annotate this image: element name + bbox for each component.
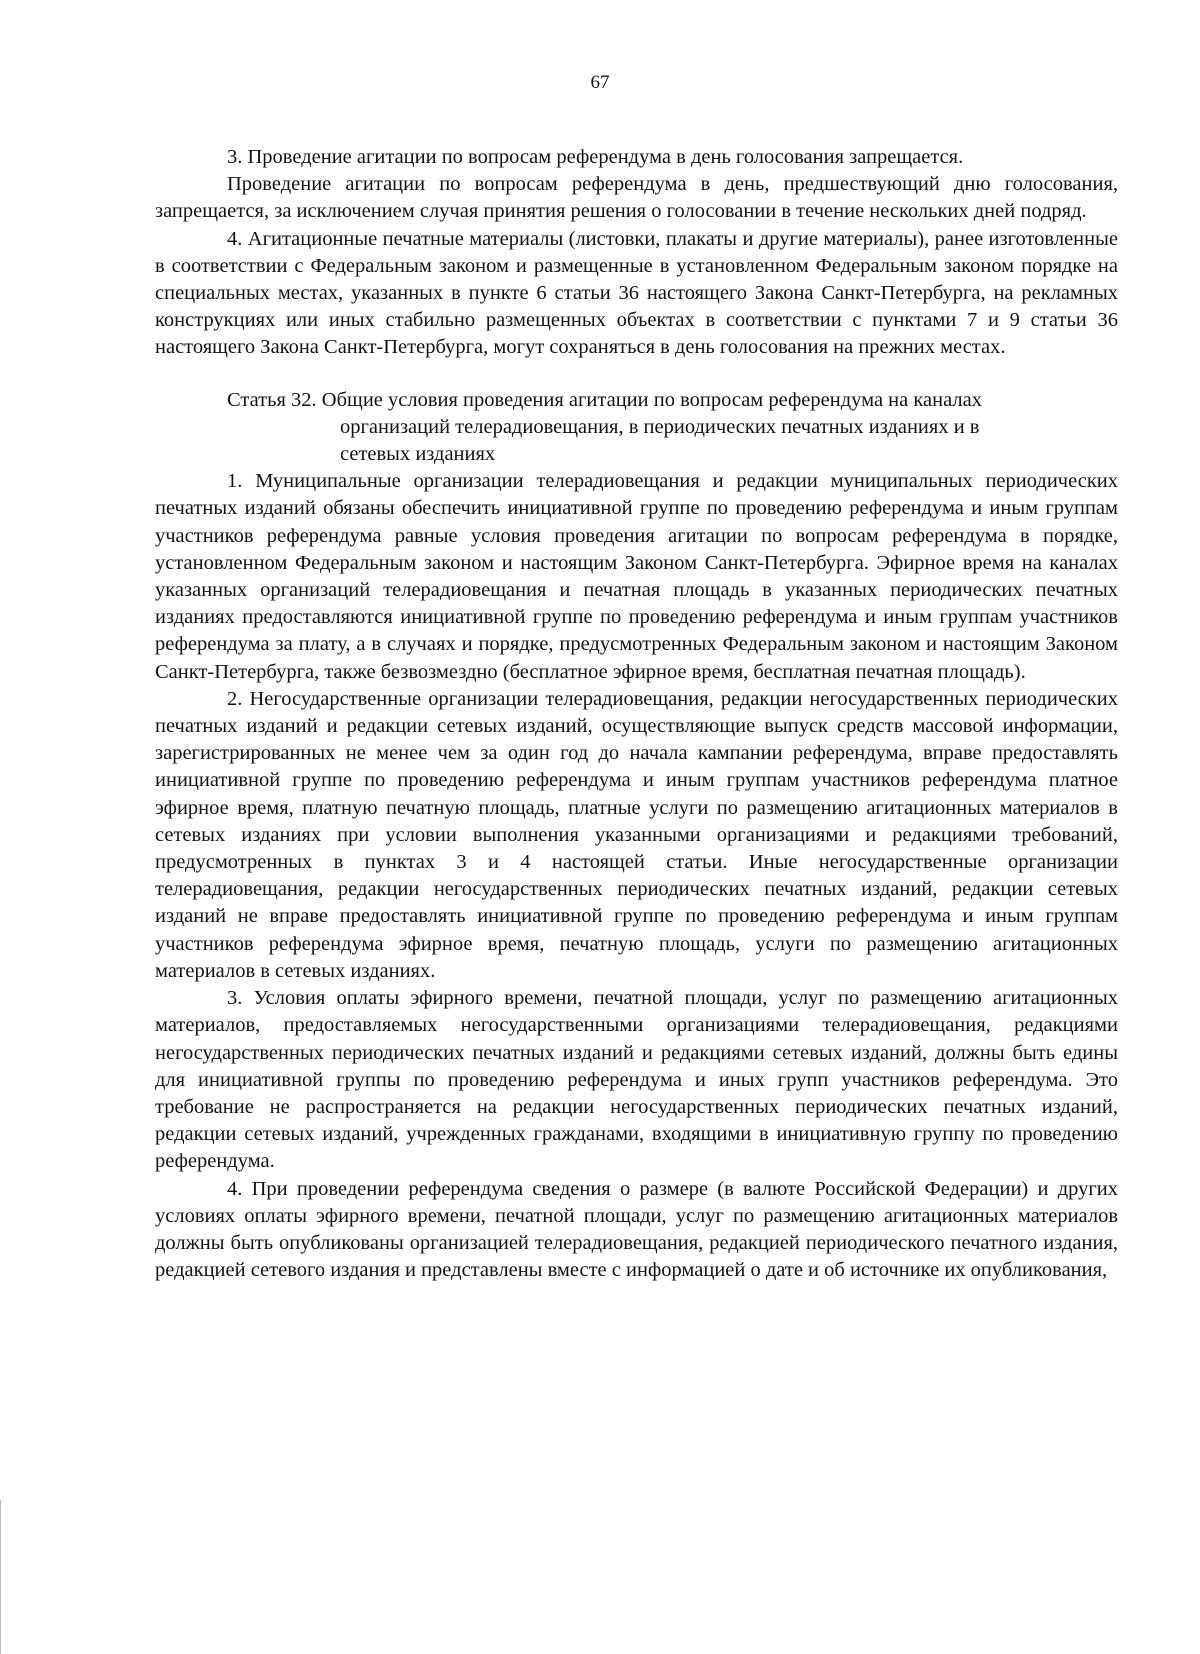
article-heading [227, 387, 1047, 469]
paragraph-agitation-previous-day: Проведение агитации по вопросам референдума в день, предшествующий дню голосования, запрещается, за исключением случая принятия решения о голосовании в течение нескольких дней подряд. [155, 173, 1118, 223]
article-32-clause-1: 1. Муниципальные организации телерадиовещания и редакции муниципальных периодических печатных изданий обязаны обеспечить инициативной группе по проведению референдума и иным группам участников референдума равные условия проведения агитации по вопросам референдума в порядке, установленном Федеральным законом и настоящим Законом Санкт-Петербурга. Эфирное время на каналах указанных организаций телерадиовещания и печатная площадь в указанных периодических печатных изданиях предоставляются инициативной группе по проведению референдума и иным группам участников референдума за плату, а в случаях и порядке, предусмотренных Федеральным законом и настоящим Законом Санкт-Петербурга, также безвозмездно (бесплатное эфирное время, бесплатная печатная площадь). [155, 470, 1118, 683]
paragraph-4-printed-materials: 4. Агитационные печатные материалы (листовки, плакаты и другие материалы), ранее изготовленные в соответствии с Федеральным законом и размещенные в установленном Федеральным законом порядке на специальных местах, указанных в пункте 6 статьи 36 настоящего Закона Санкт-Петербурга, на рекламных конструкциях или иных стабильно размещенных объектах в соответствии с пунктами 7 и 9 статьи 36 настоящего Закона Санкт-Петербурга, могут сохраняться в день голосования на прежних местах. [155, 227, 1118, 359]
article-32-clause-3: 3. Условия оплаты эфирного времени, печатной площади, услуг по размещению агитационных материалов, предоставляемых негосударственными организациями телерадиовещания, редакциями негосударственных периодических печатных изданий и редакциями сетевых изданий, должны быть едины для инициативной группы по проведению референдума и иных групп участников референдума. Это требование не распространяется на редакции негосударственных периодических печатных изданий, редакции сетевых изданий, учрежденных гражданами, входящими в инициативную группу по проведению референдума. [155, 987, 1118, 1173]
article-32-clause-2: 2. Негосударственные организации телерадиовещания, редакции негосударственных периодических печатных изданий и редакции сетевых изданий, осуществляющие выпуск средств массовой информации, зарегистрированных не менее чем за один год до начала кампании референдума, вправе предоставлять инициативной группе по проведению референдума и иным группам участников референдума платное эфирное время, платную печатную площадь, платные услуги по размещению агитационных материалов в сетевых изданиях при условии выполнения указанными организациями и редакциями требований, предусмотренных в пунктах 3 и 4 настоящей статьи. Иные негосударственные организации телерадиовещания, редакции негосударственных периодических печатных изданий, редакции сетевых изданий не вправе предоставлять инициативной группе по проведению референдума и иным группам участников референдума эфирное время, печатную площадь, услуги по размещению агитационных материалов в сетевых изданиях. [155, 687, 1118, 982]
article-32-clause-4: 4. При проведении референдума сведения о размере (в валюте Российской Федерации) и других условиях оплаты эфирного времени, печатной площади, услуг по размещению агитационных материалов должны быть опубликованы организацией телерадиовещания, редакцией периодического печатного издания, редакцией сетевого издания и представлены вместе с информацией о дате и об источнике их опубликования, [155, 1177, 1118, 1282]
article-32-title: Статья 32. Общие условия проведения агитации по вопросам референдума на каналах организаций телерадиовещания, в периодических печатных изданиях и в сетевых изданиях [227, 388, 982, 466]
document-body [155, 144, 1118, 1284]
scan-edge-mark [0, 1500, 1, 1654]
page-number: 67 [590, 72, 610, 93]
paragraph-3-agitation-ban: 3. Проведение агитации по вопросам референдума в день голосования запрещается. [227, 146, 964, 168]
